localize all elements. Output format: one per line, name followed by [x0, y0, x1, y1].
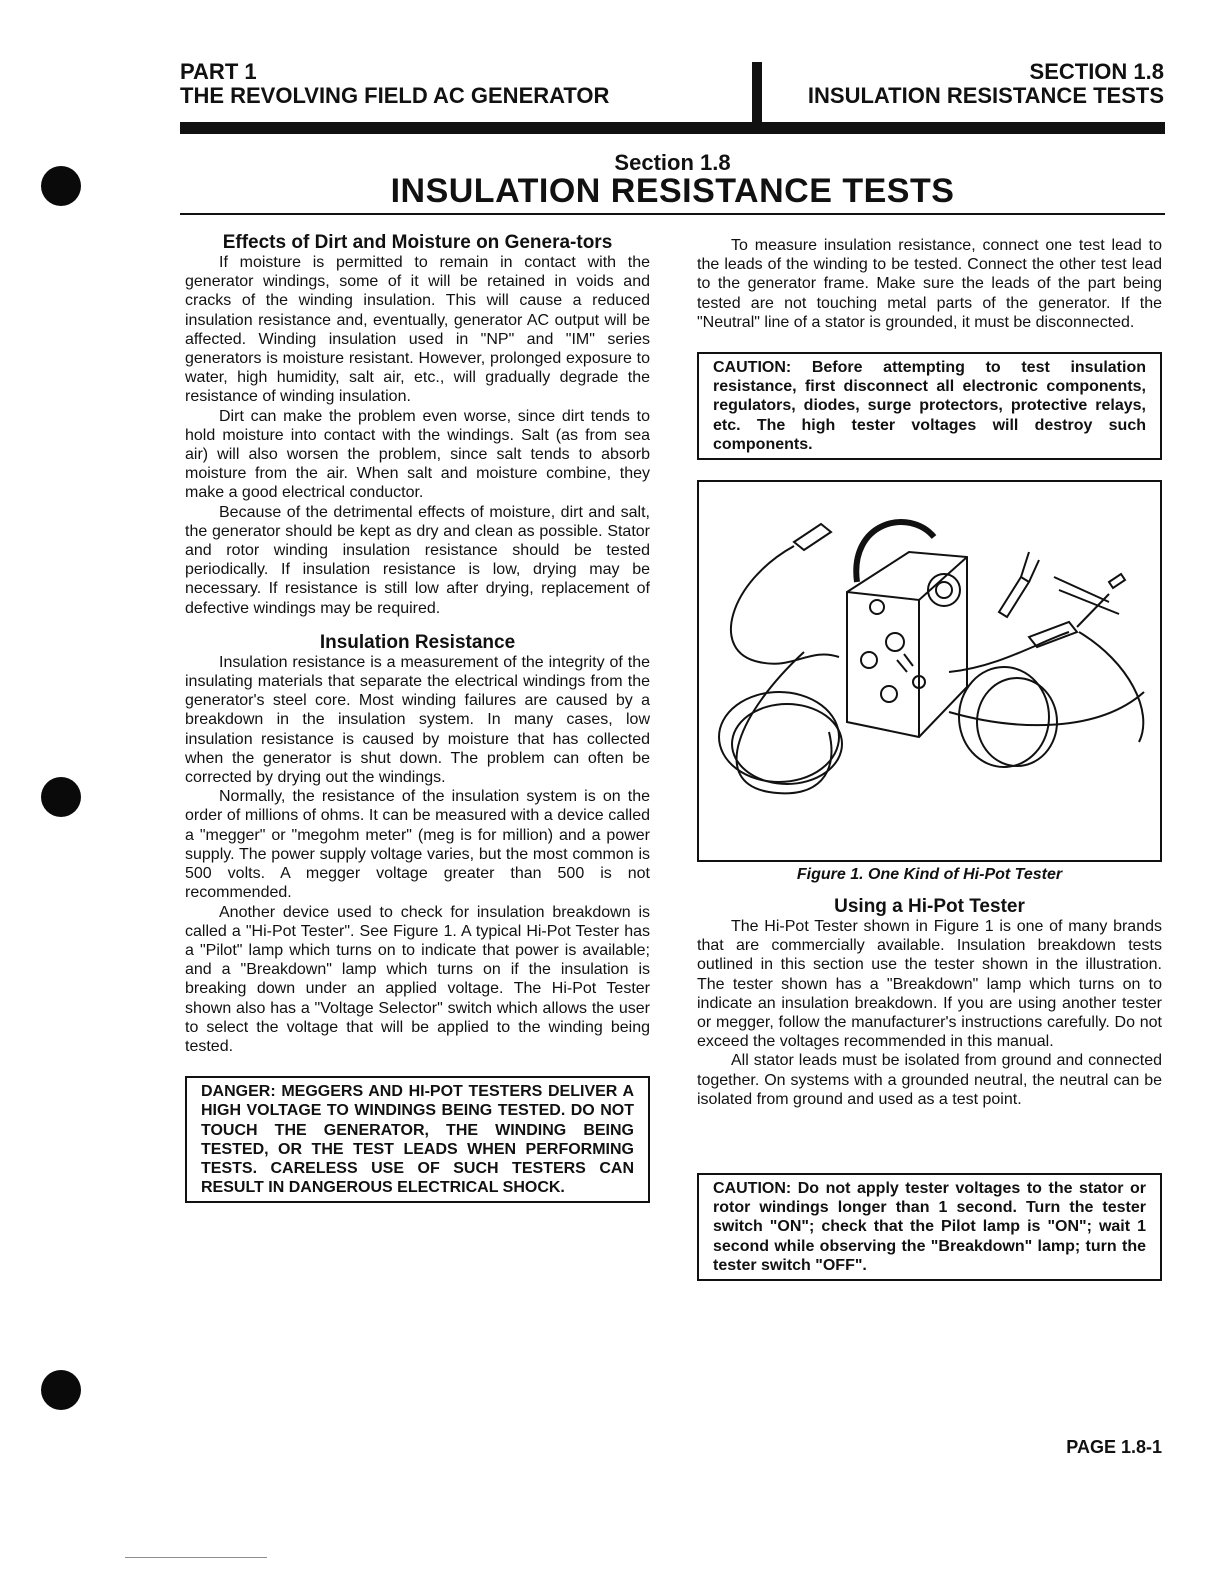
paragraph: If moisture is permitted to remain in contact with the generator windings, some of it will be retained in voids and cracks of the winding insulation. This will cause a reduced insulation resistance and, eventually, generator AC output will be affected. Winding insulation used in "NP" and "IM" series generators is moisture resistant. However, prolonged exposure to water, high humidity, salt air, etc., will gradually degrade the resistance of winding insulation. [185, 254, 650, 406]
page-title: INSULATION RESISTANCE TESTS [390, 172, 955, 210]
section-name: INSULATION RESISTANCE TESTS [807, 83, 1164, 108]
figure-hi-pot-tester [697, 480, 1162, 862]
part-label: PART 1 [180, 59, 257, 84]
part-title: THE REVOLVING FIELD AC GENERATOR [180, 83, 610, 108]
page-number: PAGE 1.8-1 [1066, 1437, 1162, 1457]
paragraph: All stator leads must be isolated from ground and connected together. On systems with a grounded neutral, the neutral can be isolated from ground and used as a test point. [697, 1052, 1162, 1108]
binder-hole-bottom [41, 1370, 81, 1410]
running-header-right [808, 60, 1164, 108]
title-rule [180, 213, 1165, 215]
left-column [185, 232, 650, 1203]
figure-caption: Figure 1. One Kind of Hi-Pot Tester [796, 866, 1063, 884]
paragraph: Because of the detrimental effects of moisture, dirt and salt, the generator should be kept as dry and clean as possible. Stator and rotor winding insulation resistance should be tested periodically. If insulation resistance is low, drying may be necessary. If resistance is still low after drying, replacement of defective windings may be required. [185, 503, 650, 617]
paragraph: Another device used to check for insulation breakdown is called a "Hi-Pot Tester". See Figure 1. A typical Hi-Pot Tester has a "Pilot" lamp which turns on to indicate that power is available; and a "Breakdown" lamp which turns on if the insulation is breaking down under an applied voltage. The Hi-Pot Tester shown also has a "Voltage Selector" switch which allows the user to select the voltage that will be applied to the winding being tested. [185, 903, 650, 1055]
caution-box-duration: CAUTION: Do not apply tester voltages to the stator or rotor windings longer than 1 second. Turn the tester switch "ON"; check that the Pilot lamp is "ON"; wait 1 second while observing the "Breakdown" lamp; turn the tester switch "OFF". [697, 1173, 1162, 1281]
header-bar [180, 122, 1165, 134]
header-divider [752, 62, 762, 124]
binder-hole-top [41, 166, 81, 206]
paragraph: Dirt can make the problem even worse, since dirt tends to hold moisture into contact with the windings. Salt (as from sea air) will also worsen the problem, since salt tends to absorb moisture from the air. When salt and moisture combine, they make a good electrical conductor. [185, 407, 650, 502]
running-header-left [180, 60, 609, 108]
heading-dirt-moisture: Effects of Dirt and Moisture on Genera-tors [222, 232, 613, 253]
paragraph: Insulation resistance is a measurement of the integrity of the insulating materials that separate the electrical windings from the generator's steel core. Most winding failures are caused by a breakdown in the insulation system. In many cases, low insulation resistance is caused by moisture that has collected when the generator is shut down. The problem can often be corrected by drying out the windings. [185, 653, 650, 787]
paragraph: The Hi-Pot Tester shown in Figure 1 is one of many brands that are commercially available. Insulation breakdown tests outlined in this section use the tester shown in the illustration. The tester shown has a "Breakdown" lamp which turns on to indicate an insulation breakdown. If you are using another tester or megger, follow the manufacturer's instructions carefully. Do not exceed the voltages recommended in this manual. [697, 918, 1162, 1051]
paragraph: To measure insulation resistance, connect one test lead to the leads of the winding to be tested. Connect the other test lead to the generator frame. Make sure the leads of the part being tested are not touching metal parts of the generator. If the "Neutral" line of a stator is grounded, it must be disconnected. [697, 237, 1162, 331]
danger-box: DANGER: MEGGERS AND HI-POT TESTERS DELIVER A HIGH VOLTAGE TO WINDINGS BEING TESTED. DO NOT TOUCH THE GENERATOR, THE WINDING BEING TESTED, OR THE TEST LEADS WHEN PERFORMING TESTS. CARELESS USE OF SUCH TESTERS CAN RESULT IN DANGEROUS ELECTRICAL SHOCK. [185, 1076, 650, 1203]
binder-hole-middle [41, 777, 81, 817]
right-column [697, 236, 1162, 1281]
paragraph: Normally, the resistance of the insulation system is on the order of millions of ohms. It can be measured with a device called a "megger" or "megohm meter" (meg is for million) and a power supply. The power supply voltage varies, but the most common is 500 volts. A megger voltage greater than 500 is not recommended. [185, 788, 650, 902]
section-label: Section 1.8 [614, 150, 731, 175]
scan-edge-line [125, 1557, 267, 1558]
section-number: SECTION 1.8 [1029, 59, 1164, 84]
heading-using-hi-pot: Using a Hi-Pot Tester [834, 896, 1025, 918]
heading-insulation-resistance: Insulation Resistance [319, 631, 516, 653]
caution-box-components: CAUTION: Before attempting to test insulation resistance, first disconnect all electronic components, regulators, diodes, surge protectors, protective relays, etc. The high tester voltages will destroy such components. [697, 352, 1162, 460]
hi-pot-tester-illustration [699, 482, 1164, 860]
